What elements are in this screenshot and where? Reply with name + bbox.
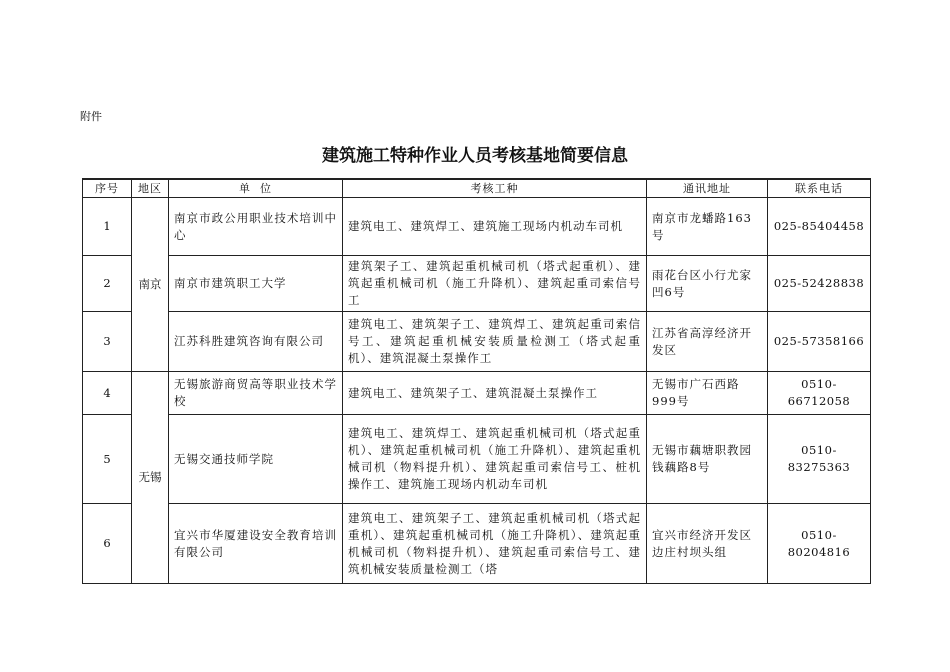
- row-number: 3: [83, 312, 132, 372]
- row-number: 2: [83, 256, 132, 312]
- address-cell: 宜兴市经济开发区边庄村坝头组: [647, 504, 768, 584]
- table-row: [83, 256, 871, 312]
- phone-cell: 025-85404458: [768, 198, 871, 256]
- page-title: 建筑施工特种作业人员考核基地简要信息: [322, 146, 628, 166]
- types-cell: 建筑电工、建筑架子工、建筑焊工、建筑起重司索信号工、建筑起重机械安装质量检测工（塔式起重机）、建筑混凝土泵操作工: [343, 312, 647, 372]
- column-header-region: 地区: [132, 179, 169, 198]
- column-header-unit: 单 位: [169, 179, 343, 198]
- column-header-no: 序号: [83, 179, 132, 198]
- types-cell: 建筑电工、建筑架子工、建筑混凝土泵操作工: [343, 372, 647, 415]
- table-row: [83, 312, 871, 372]
- unit-cell: 无锡旅游商贸高等职业技术学校: [169, 372, 343, 415]
- address-cell: 南京市龙蟠路163号: [647, 198, 768, 256]
- types-cell: 建筑电工、建筑焊工、建筑起重机械司机（塔式起重机）、建筑起重机械司机（施工升降机）、建筑起重机械司机（物料提升机）、建筑起重司索信号工、桩机操作工、建筑施工现场内机动车司机: [343, 415, 647, 504]
- types-cell: 建筑架子工、建筑起重机械司机（塔式起重机）、建筑起重机械司机（施工升降机）、建筑起重司索信号工: [343, 256, 647, 312]
- table-row: [83, 372, 871, 415]
- phone-cell: 025-57358166: [768, 312, 871, 372]
- unit-cell: 无锡交通技师学院: [169, 415, 343, 504]
- base-info-table: [82, 178, 871, 584]
- address-cell: 无锡市广石西路999号: [647, 372, 768, 415]
- table-row: [83, 504, 871, 584]
- unit-cell: 南京市建筑职工大学: [169, 256, 343, 312]
- column-header-address: 通讯地址: [647, 179, 768, 198]
- unit-cell: 南京市政公用职业技术培训中心: [169, 198, 343, 256]
- table-header-row: [83, 179, 871, 198]
- column-header-types: 考核工种: [343, 179, 647, 198]
- types-cell: 建筑电工、建筑焊工、建筑施工现场内机动车司机: [343, 198, 647, 256]
- row-number: 1: [83, 198, 132, 256]
- row-number: 5: [83, 415, 132, 504]
- phone-cell: 0510-80204816: [768, 504, 871, 584]
- phone-cell: 0510-66712058: [768, 372, 871, 415]
- row-number: 6: [83, 504, 132, 584]
- table-row: [83, 198, 871, 256]
- column-header-phone: 联系电话: [768, 179, 871, 198]
- phone-cell: 0510-83275363: [768, 415, 871, 504]
- region-cell: 无锡: [132, 372, 169, 584]
- address-cell: 无锡市藕塘职教园钱藕路8号: [647, 415, 768, 504]
- unit-cell: 江苏科胜建筑咨询有限公司: [169, 312, 343, 372]
- region-cell: 南京: [132, 198, 169, 372]
- table-row: [83, 415, 871, 504]
- phone-cell: 025-52428838: [768, 256, 871, 312]
- row-number: 4: [83, 372, 132, 415]
- types-cell: 建筑电工、建筑架子工、建筑起重机械司机（塔式起重机）、建筑起重机械司机（施工升降机）、建筑起重机械司机（物料提升机）、建筑起重司索信号工、建筑机械安装质量检测工（塔: [343, 504, 647, 584]
- unit-cell: 宜兴市华厦建设安全教育培训有限公司: [169, 504, 343, 584]
- address-cell: 雨花台区小行尤家凹6号: [647, 256, 768, 312]
- attachment-label: 附件: [80, 110, 102, 123]
- address-cell: 江苏省高淳经济开发区: [647, 312, 768, 372]
